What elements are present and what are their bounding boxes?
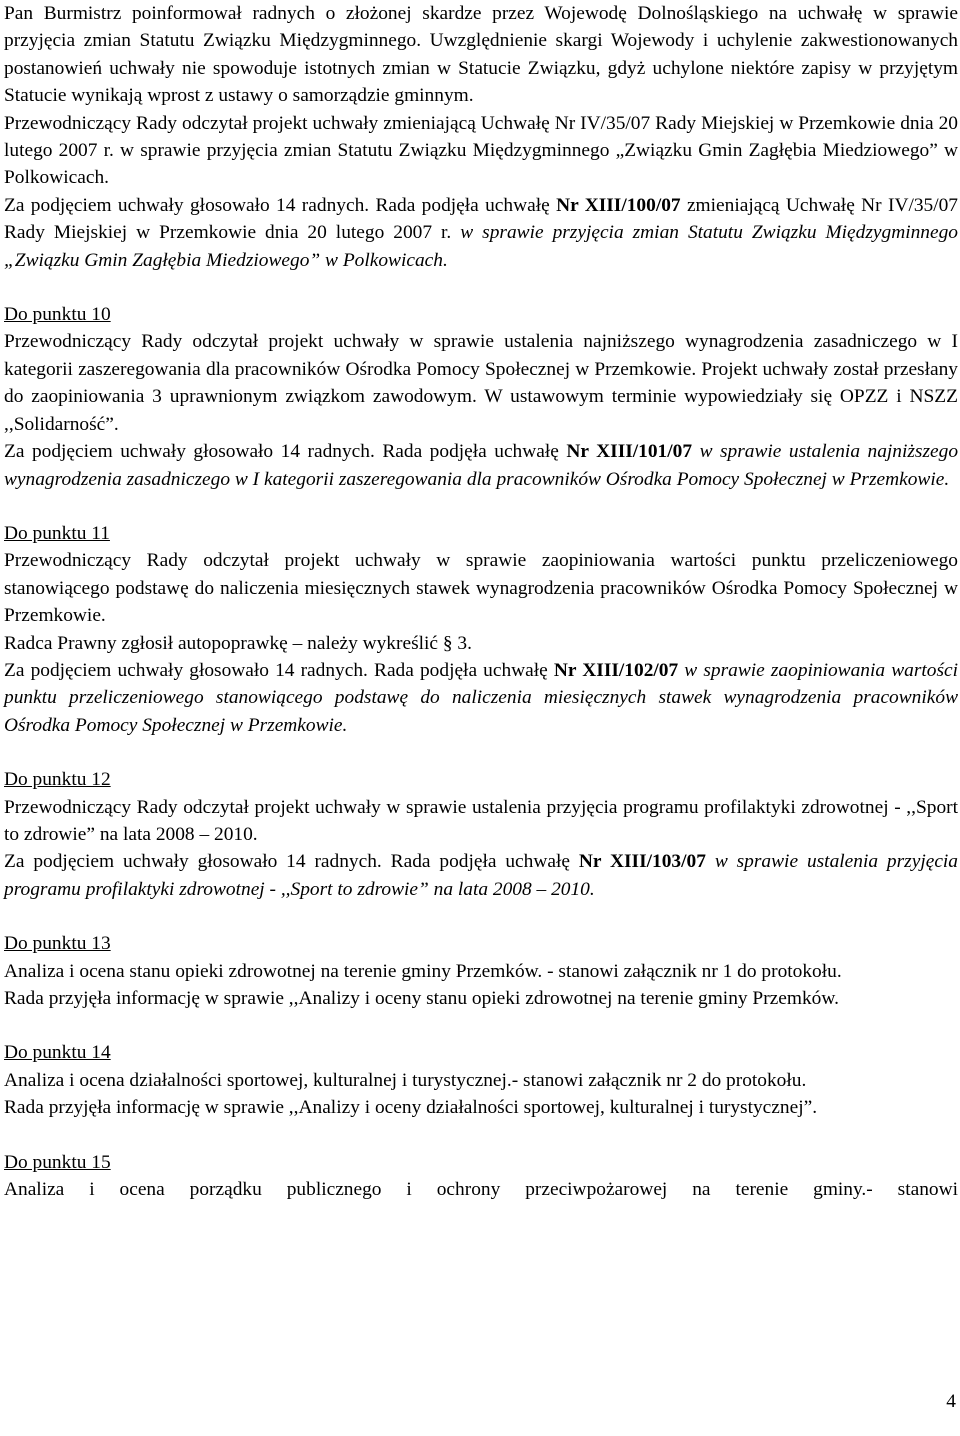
resolution-title: w sprawie przyjęcia zmian Statutu Związku Międzygminnego „Związku Gmin Zagłębia Miedziowego” w Polkowicach. [4,222,958,271]
heading-point-10: Do punktu 10 [4,304,111,326]
resolution-number: Nr XIII/102/07 [553,659,679,681]
paragraph-resolution-100: Za podjęciem uchwały głosowało 14 radnych. Rada podjęła uchwałę Nr XIII/100/07 zmieniającą Uchwałę Nr IV/35/07 Rady Miejskiej w Przemkowie dnia 20 lutego 2007 r. w sprawie przyjęcia zmian Statutu Związku Międzygminnego „Związku Gmin Zagłębia Miedziowego” w Polkowicach. [4,194,959,271]
paragraph-complaint: Pan Burmistrz poinformował radnych o złożonej skardze przez Wojewodę Dolnośląskiego na uchwałę w sprawie przyjęcia zmian Statutu Związku Międzygminnego. Uwzględnienie skargi Wojewody i uchylenie zakwestionowanych postanowień uchwały nie spowoduje istotnych zmian w Statucie Związku, gdyż uchylone niektóre zapisy w przyjętym Statucie wynikają wprost z ustawy o samorządzie gminnym. [4,3,958,107]
paragraph-point-11-project: Przewodniczący Rady odczytał projekt uchwały w sprawie zaopiniowania wartości punktu przeliczeniowego stanowiącego podstawę do naliczenia miesięcznych stawek wynagrodzenia pracowników Ośrodka Pomocy Społecznej w Przemkowie. [4,550,958,627]
resolution-title: w sprawie ustalenia przyjęcia programu profilaktyki zdrowotnej - ,,Sport to zdrowie” na lata 2008 – 2010. [4,851,959,900]
page-number: 4 [946,1391,956,1412]
paragraph-resolution-102: Za podjęciem uchwały głosowało 14 radnych. Rada podjęła uchwałę Nr XIII/102/07 w sprawie zaopiniowania wartości punktu przeliczeniowego stanowiącego podstawę do naliczenia miesięcznych stawek wynagrodzenia pracowników Ośrodka Pomocy Społecznej w Przemkowie. [4,659,958,736]
resolution-number: Nr XIII/103/07 [578,851,706,873]
heading-point-14: Do punktu 14 [4,1042,111,1064]
resolution-title: w sprawie zaopiniowania wartości punktu przeliczeniowego stanowiącego podstawę do naliczenia miesięcznych stawek wynagrodzenia pracowników Ośrodka Pomocy Społecznej w Przemkowie. [4,659,958,736]
resolution-number: Nr XIII/100/07 [556,194,681,216]
paragraph-point-14-accepted: Rada przyjęła informację w sprawie ,,Analizy i oceny działalności sportowej, kulturalnej i turystycznej”. [4,1097,818,1119]
paragraph-point-15-analysis: Analiza i ocena porządku publicznego i ochrony przeciwpożarowej na terenie gminy.- stanowi [4,1179,958,1201]
document-page [4,0,958,1203]
heading-point-12: Do punktu 12 [4,769,111,791]
resolution-number: Nr XIII/101/07 [566,441,693,463]
paragraph-project-100: Przewodniczący Rady odczytał projekt uchwały zmieniającą Uchwałę Nr IV/35/07 Rady Miejskiej w Przemkowie dnia 20 lutego 2007 r. w sprawie przyjęcia zmian Statutu Związku Międzygminnego „Związku Gmin Zagłębia Miedziowego” w Polkowicach. [4,112,958,189]
paragraph-resolution-103: Za podjęciem uchwały głosowało 14 radnych. Rada podjęła uchwałę Nr XIII/103/07 w sprawie ustalenia przyjęcia programu profilaktyki zdrowotnej - ,,Sport to zdrowie” na lata 2008 – 2010. [4,851,959,900]
resolution-title: w sprawie ustalenia najniższego wynagrodzenia zasadniczego w I kategorii zaszeregowania dla pracowników Ośrodka Pomocy Społecznej w Przemkowie. [4,441,959,490]
heading-point-13: Do punktu 13 [4,933,111,955]
paragraph-point-11-amendment: Radca Prawny zgłosił autopoprawkę – należy wykreślić § 3. [4,632,472,654]
heading-point-15: Do punktu 15 [4,1151,111,1173]
paragraph-resolution-101: Za podjęciem uchwały głosowało 14 radnych. Rada podjęła uchwałę Nr XIII/101/07 w sprawie ustalenia najniższego wynagrodzenia zasadniczego w I kategorii zaszeregowania dla pracowników Ośrodka Pomocy Społecznej w Przemkowie. [4,441,959,490]
paragraph-point-12-project: Przewodniczący Rady odczytał projekt uchwały w sprawie ustalenia przyjęcia programu profilaktyki zdrowotnej - ,,Sport to zdrowie” na lata 2008 – 2010. [4,796,958,845]
paragraph-point-13-accepted: Rada przyjęła informację w sprawie ,,Analizy i oceny stanu opieki zdrowotnej na terenie gminy Przemków. [4,988,839,1009]
paragraph-point-13-analysis: Analiza i ocena stanu opieki zdrowotnej na terenie gminy Przemków. - stanowi załącznik nr 1 do protokołu. [4,960,842,982]
paragraph-point-10-project: Przewodniczący Rady odczytał projekt uchwały w sprawie ustalenia najniższego wynagrodzenia zasadniczego w I kategorii zaszeregowania dla pracowników Ośrodka Pomocy Społecznej w Przemkowie. Projekt uchwały został przesłany do zaopiniowania 3 uprawnionym związkom zawodowym. W ustawowym terminie wypowiedziały się OPZZ i NSZZ ,,Solidarność”. [4,331,958,435]
heading-point-11: Do punktu 11 [4,522,110,544]
paragraph-point-14-analysis: Analiza i ocena działalności sportowej, kulturalnej i turystycznej.- stanowi załącznik nr 2 do protokołu. [4,1069,807,1091]
